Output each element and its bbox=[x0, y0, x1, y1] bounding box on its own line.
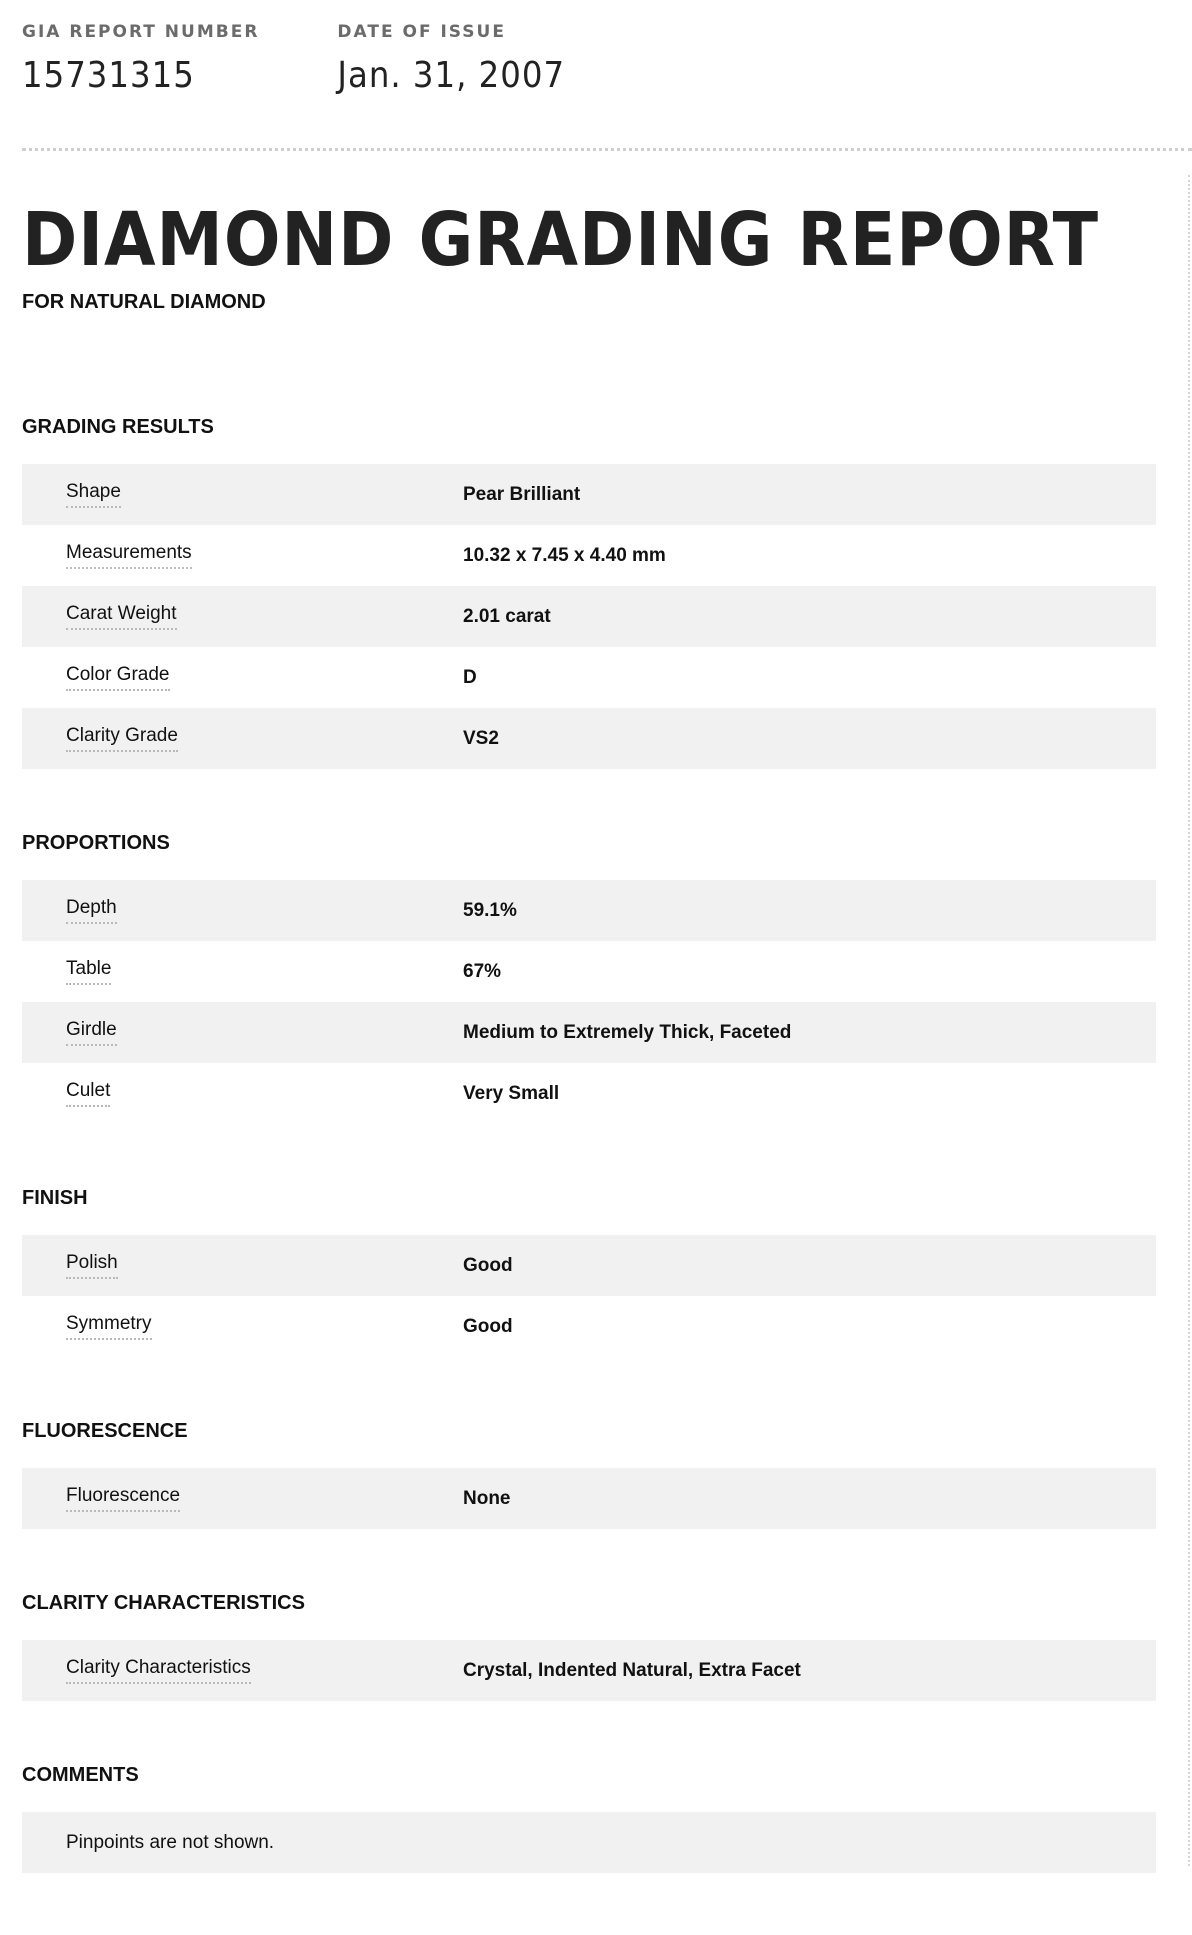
header-divider bbox=[22, 148, 1192, 151]
row-label[interactable]: Clarity Characteristics bbox=[66, 1657, 251, 1684]
row-value: 59.1% bbox=[463, 899, 517, 921]
row-label[interactable]: Carat Weight bbox=[66, 603, 177, 630]
clarity-characteristics-section bbox=[22, 1591, 1156, 1701]
row-label[interactable]: Color Grade bbox=[66, 664, 170, 691]
row-label[interactable]: Girdle bbox=[66, 1019, 117, 1046]
row-value: Good bbox=[463, 1254, 513, 1276]
row-label[interactable]: Depth bbox=[66, 897, 117, 924]
date-of-issue: Jan. 31, 2007 bbox=[337, 55, 566, 96]
row-value: 10.32 x 7.45 x 4.40 mm bbox=[463, 544, 666, 566]
date-of-issue-label: DATE OF ISSUE bbox=[337, 22, 506, 42]
result-row-measurements bbox=[22, 525, 1156, 586]
proportion-row-girdle bbox=[22, 1002, 1156, 1063]
section-title: CLARITY CHARACTERISTICS bbox=[22, 1592, 305, 1614]
row-value: Good bbox=[463, 1315, 513, 1337]
row-label[interactable]: Measurements bbox=[66, 542, 192, 569]
comments-row bbox=[22, 1812, 1156, 1873]
row-value: Medium to Extremely Thick, Faceted bbox=[463, 1021, 792, 1043]
section-title: GRADING RESULTS bbox=[22, 416, 214, 438]
report-sections bbox=[22, 415, 1156, 1935]
section-title: FINISH bbox=[22, 1187, 88, 1209]
row-value: 67% bbox=[463, 960, 502, 982]
comments-section bbox=[22, 1763, 1156, 1873]
proportion-row-culet bbox=[22, 1063, 1156, 1124]
result-row-clarity-grade bbox=[22, 708, 1156, 769]
result-row-carat-weight bbox=[22, 586, 1156, 647]
proportion-row-table bbox=[22, 941, 1156, 1002]
proportion-row-depth bbox=[22, 880, 1156, 941]
report-number: 15731315 bbox=[22, 55, 195, 96]
row-value: Crystal, Indented Natural, Extra Facet bbox=[463, 1659, 801, 1681]
row-label[interactable]: Culet bbox=[66, 1080, 110, 1107]
row-label[interactable]: Clarity Grade bbox=[66, 725, 178, 752]
proportions-section bbox=[22, 831, 1156, 1124]
date-of-issue-block bbox=[337, 22, 565, 98]
result-row-shape bbox=[22, 464, 1156, 525]
row-value: VS2 bbox=[463, 727, 499, 749]
result-row-color-grade bbox=[22, 647, 1156, 708]
finish-section bbox=[22, 1186, 1156, 1357]
row-label[interactable]: Polish bbox=[66, 1252, 118, 1279]
section-title: FLUORESCENCE bbox=[22, 1420, 188, 1442]
finish-row-polish bbox=[22, 1235, 1156, 1296]
row-value: Pear Brilliant bbox=[463, 483, 581, 505]
row-value: D bbox=[463, 666, 477, 688]
row-value: 2.01 carat bbox=[463, 605, 551, 627]
finish-row-symmetry bbox=[22, 1296, 1156, 1357]
fluorescence-section bbox=[22, 1419, 1156, 1529]
row-label[interactable]: Symmetry bbox=[66, 1313, 152, 1340]
report-number-label: GIA REPORT NUMBER bbox=[22, 22, 260, 42]
row-label[interactable]: Table bbox=[66, 958, 111, 985]
row-value: None bbox=[463, 1487, 511, 1509]
section-title: PROPORTIONS bbox=[22, 832, 170, 854]
section-title: COMMENTS bbox=[22, 1764, 139, 1786]
row-label[interactable]: Fluorescence bbox=[66, 1485, 180, 1512]
row-value: Very Small bbox=[463, 1082, 560, 1104]
row-label[interactable]: Shape bbox=[66, 481, 121, 508]
report-number-block bbox=[22, 22, 259, 98]
report-subtitle: FOR NATURAL DIAMOND bbox=[22, 291, 266, 313]
fluorescence-row bbox=[22, 1468, 1156, 1529]
right-edge-divider bbox=[1188, 175, 1190, 1866]
grading-results-section bbox=[22, 415, 1156, 769]
clarity-characteristics-row bbox=[22, 1640, 1156, 1701]
report-title: DIAMOND GRADING REPORT bbox=[22, 197, 1100, 283]
comment-text: Pinpoints are not shown. bbox=[66, 1831, 275, 1853]
report-header bbox=[22, 22, 643, 98]
